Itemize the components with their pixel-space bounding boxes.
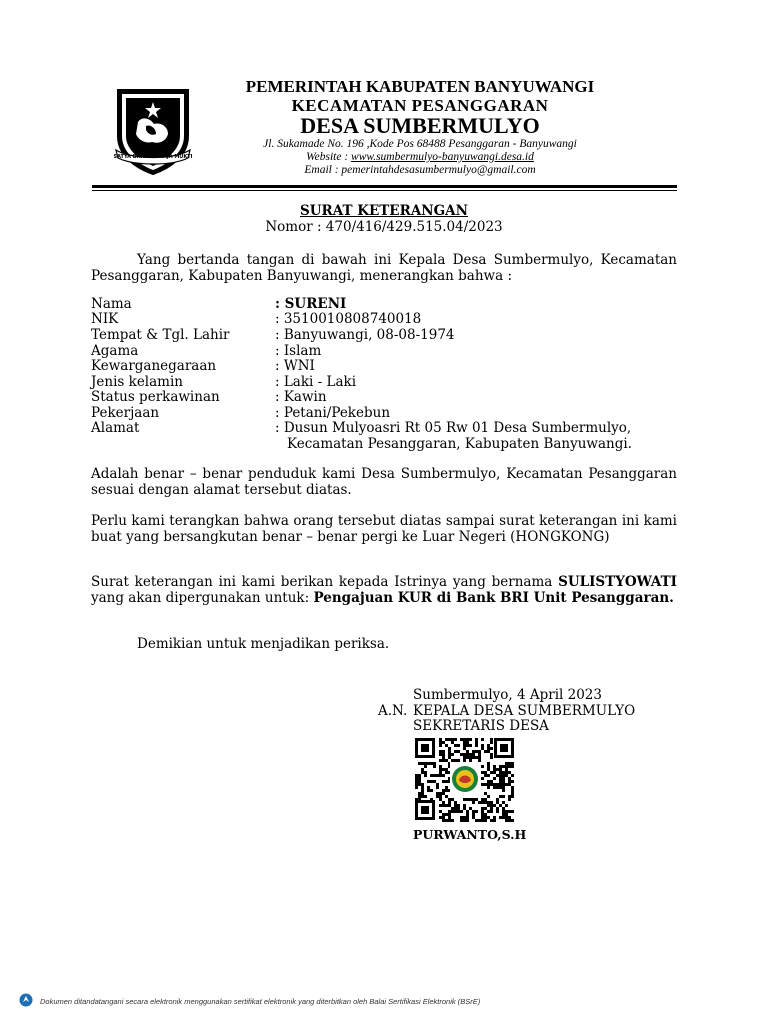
header-rule-thin xyxy=(92,190,677,191)
regency-emblem-icon xyxy=(112,84,194,176)
closing-paragraph: Demikian untuk menjadikan periksa. xyxy=(137,636,390,652)
paragraph-abroad: Perlu kami terangkan bahwa orang tersebut diatas sampai surat keterangan ini kami buat yang bersangkutan benar – benar pergi ke Luar Negeri (HONGKONG) xyxy=(91,513,677,545)
website-link[interactable]: www.sumbermulyo-banyuwangi.desa.id xyxy=(351,151,534,163)
header-address: Jl. Sukamade No. 196 ,Kode Pos 68488 Pesanggaran - Banyuwangi xyxy=(263,138,577,150)
header-website xyxy=(190,152,650,164)
header-line-3: DESA SUMBERMULYO xyxy=(300,113,540,138)
signatory-name: PURWANTO,S.H xyxy=(413,827,527,842)
header-line-2: KECAMATAN PESANGGARAN xyxy=(291,96,549,115)
wife-name: SULISTYOWATI xyxy=(558,574,677,590)
signature-an: A.N. xyxy=(378,703,408,719)
header-rule-thick xyxy=(92,185,677,188)
header-line-1: PEMERINTAH KABUPATEN BANYUWANGI xyxy=(245,77,595,96)
website-label: Website : xyxy=(306,151,352,163)
qr-code-icon xyxy=(413,736,516,822)
document-title: SURAT KETERANGAN xyxy=(300,203,468,219)
signature-place-date: Sumbermulyo, 4 April 2023 xyxy=(413,687,602,703)
purpose-text: Pengajuan KUR di Bank BRI Unit Pesanggaran. xyxy=(313,590,674,606)
paragraph-resident: Adalah benar – benar penduduk kami Desa Sumbermulyo, Kecamatan Pesanggaran sesuai dengan alamat tersebut diatas. xyxy=(91,466,677,498)
emblem-motto: SATYA BHAKTI PRAJA MUKTI xyxy=(113,154,193,160)
document-number: Nomor : 470/416/429.515.04/2023 xyxy=(265,219,503,235)
signature-secretary: SEKRETARIS DESA xyxy=(413,718,549,734)
paragraph-purpose: Surat keterangan ini kami berikan kepada Istrinya yang bernama SULISTYOWATI yang akan dipergunakan untuk: Pengajuan KUR di Bank BRI Unit Pesanggaran. xyxy=(91,574,677,606)
signature-position: KEPALA DESA SUMBERMULYO xyxy=(413,703,636,719)
bsre-icon xyxy=(19,993,33,1007)
intro-paragraph: Yang bertanda tangan di bawah ini Kepala Desa Sumbermulyo, Kecamatan Pesanggaran, Kabupaten Banyuwangi, menerangkan bahwa : xyxy=(91,252,677,284)
header-email: Email : pemerintahdesasumbermulyo@gmail.com xyxy=(304,164,536,176)
footer-note: Dokumen ditandatangani secara elektronik menggunakan sertifikat elektronik yang diterbitkan oleh Balai Sertifikasi Elektronik (BSrE) xyxy=(40,997,481,1006)
